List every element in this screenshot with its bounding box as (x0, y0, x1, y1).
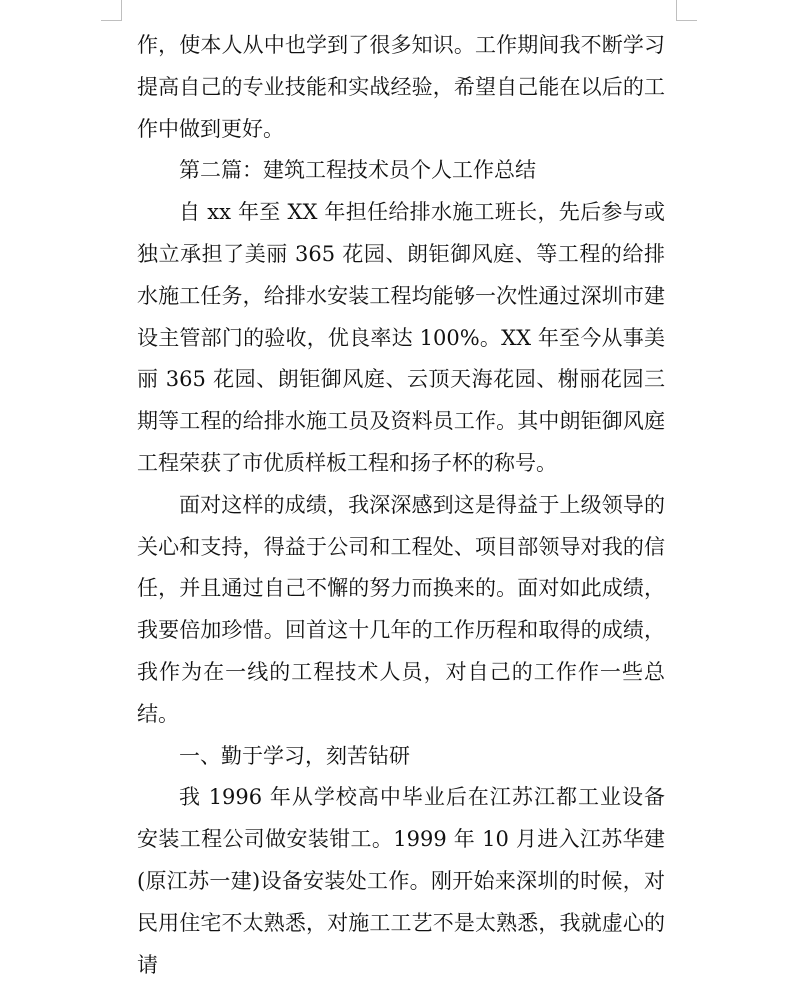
section-heading-part-two: 第二篇：建筑工程技术员个人工作总结 (179, 158, 536, 183)
crop-mark-top-right-vertical (676, 0, 677, 20)
paragraph-background: 我 1996 年从学校高中毕业后在江苏江都工业设备安装工程公司做安装钳工。1999 年 10 月进入江苏华建(原江苏一建)设备安装处工作。刚开始来深圳的时候，对民用住宅不太熟悉，对施工工艺不是太熟悉，我就虚心的请 (137, 785, 665, 977)
crop-mark-top-right-horizontal (676, 20, 697, 21)
subheading-study: 一、勤于学习，刻苦钻研 (179, 743, 410, 768)
document-body (137, 25, 665, 986)
paragraph-work-history: 自 xx 年至 XX 年担任给排水施工班长，先后参与或独立承担了美丽 365 花园、朗钜御风庭、等工程的给排水施工任务，给排水安装工程均能够一次性通过深圳市建设主管部门的验收，优良率达 100%。XX 年至今从事美丽 365 花园、朗钜御风庭、云顶天海花园、榭丽花园三期等工程的给排水施工员及资料员工作。其中朗钜御风庭工程荣获了市优质样板工程和扬子杯的称号。 (137, 200, 665, 475)
crop-mark-top-left-vertical (121, 0, 122, 20)
crop-mark-top-left-horizontal (101, 20, 122, 21)
paragraph-continuation: 作，使本人从中也学到了很多知识。工作期间我不断学习提高自己的专业技能和实战经验，希望自己能在以后的工作中做到更好。 (137, 33, 665, 141)
paragraph-reflection: 面对这样的成绩，我深深感到这是得益于上级领导的关心和支持，得益于公司和工程处、项目部领导对我的信任，并且通过自己不懈的努力而换来的。面对如此成绩，我要倍加珍惜。回首这十几年的工作历程和取得的成绩，我作为在一线的工程技术人员，对自己的工作作一些总结。 (137, 492, 665, 726)
